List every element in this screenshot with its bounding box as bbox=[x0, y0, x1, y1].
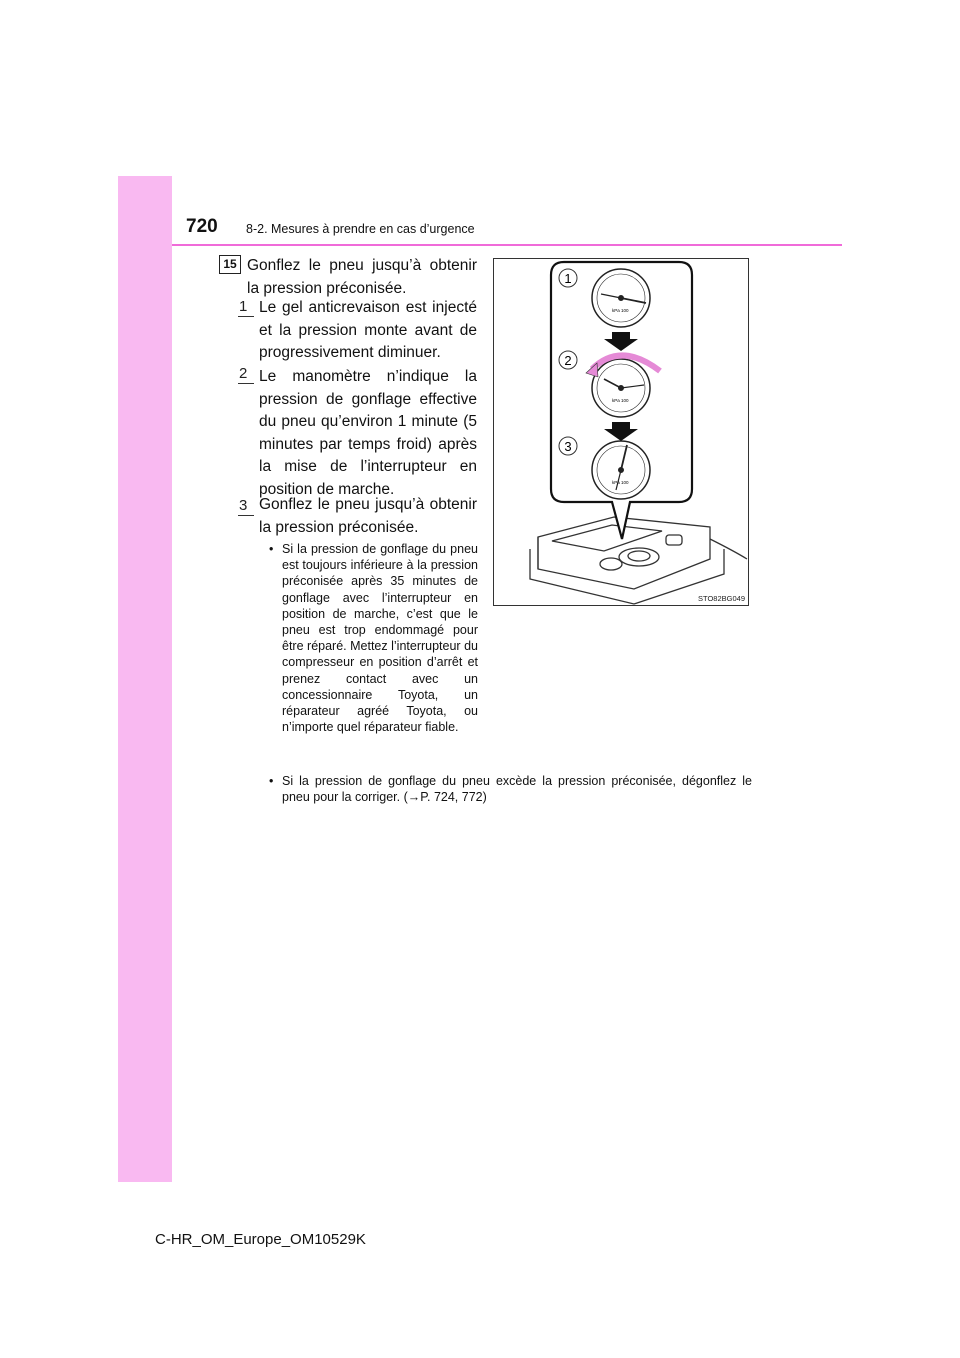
sub-step-number-3: 3 bbox=[239, 497, 248, 514]
document-id: C-HR_OM_Europe_OM10529K bbox=[155, 1231, 366, 1248]
section-title: 8-2. Mesures à prendre en cas d’urgence bbox=[246, 222, 475, 236]
page-reference bbox=[408, 790, 487, 804]
callout-number-3 bbox=[559, 437, 577, 455]
callout-number-1 bbox=[559, 269, 577, 287]
chapter-tab bbox=[118, 176, 172, 1182]
pressure-gauge-3 bbox=[592, 441, 650, 499]
pressure-gauge-2 bbox=[592, 359, 650, 417]
callout-number-2 bbox=[559, 351, 577, 369]
note-list-item bbox=[269, 541, 478, 735]
note-list-item bbox=[269, 773, 752, 805]
note-text-1: Si la pression de gonflage du pneu est toujours inférieure à la pression préconisée après 35 minutes de gonflage avec l’interrupteur en position de marche, c’est que le pneu est trop endommagé pour être réparé. Mettez l’interrupteur du compresseur en position d’arrêt et prenez contact avec un concessionnaire Toyota, un réparateur agréé Toyota, ou n’importe quel réparateur fiable. bbox=[282, 542, 478, 735]
sub-step-number-2: 2 bbox=[239, 365, 248, 382]
gauge-unit-label-2: kPa 100 bbox=[612, 398, 629, 403]
illustration-code: STO82BG049 bbox=[698, 594, 745, 603]
callout-number-1-text: 1 bbox=[564, 271, 572, 286]
compressor-drawing bbox=[530, 517, 747, 604]
step-main-text: Gonflez le pneu jusqu’à obtenir la pression préconisée. bbox=[247, 257, 477, 297]
sub-step-text-2: Le manomètre n’indique la pression de gonflage effective du pneu qu’environ 1 minute (5 minutes par temps froid) après la mise de l’interrupteur en position de marche. bbox=[259, 368, 477, 498]
header-divider bbox=[172, 244, 842, 246]
compressor-gauge-illustration bbox=[493, 258, 749, 606]
gauge-unit-label-3: kPa 100 bbox=[612, 480, 629, 485]
bullet-icon: • bbox=[269, 542, 274, 556]
sub-step-number-1: 1 bbox=[239, 298, 248, 315]
callout-number-2-text: 2 bbox=[564, 353, 572, 368]
page-number: 720 bbox=[186, 216, 218, 237]
step-number-badge: 15 bbox=[219, 255, 241, 274]
bullet-icon: • bbox=[269, 774, 274, 788]
sub-step-text-1: Le gel anticrevaison est injecté et la pression monte avant de progressivement diminuer. bbox=[259, 299, 477, 362]
arrow-icon: → bbox=[407, 790, 421, 805]
gauge-unit-label-1: kPa 100 bbox=[612, 308, 629, 313]
sub-step-text-3: Gonflez le pneu jusqu’à obtenir la pression préconisée. bbox=[259, 496, 477, 536]
illustration-svg bbox=[494, 259, 748, 605]
callout-number-3-text: 3 bbox=[564, 439, 572, 454]
page-reference-text[interactable]: P. 724, 772) bbox=[420, 790, 487, 805]
note-text-2: Si la pression de gonflage du pneu excède la pression préconisée, dégonflez le pneu pour la corriger. ( bbox=[282, 774, 752, 805]
pressure-gauge-1 bbox=[592, 269, 650, 327]
